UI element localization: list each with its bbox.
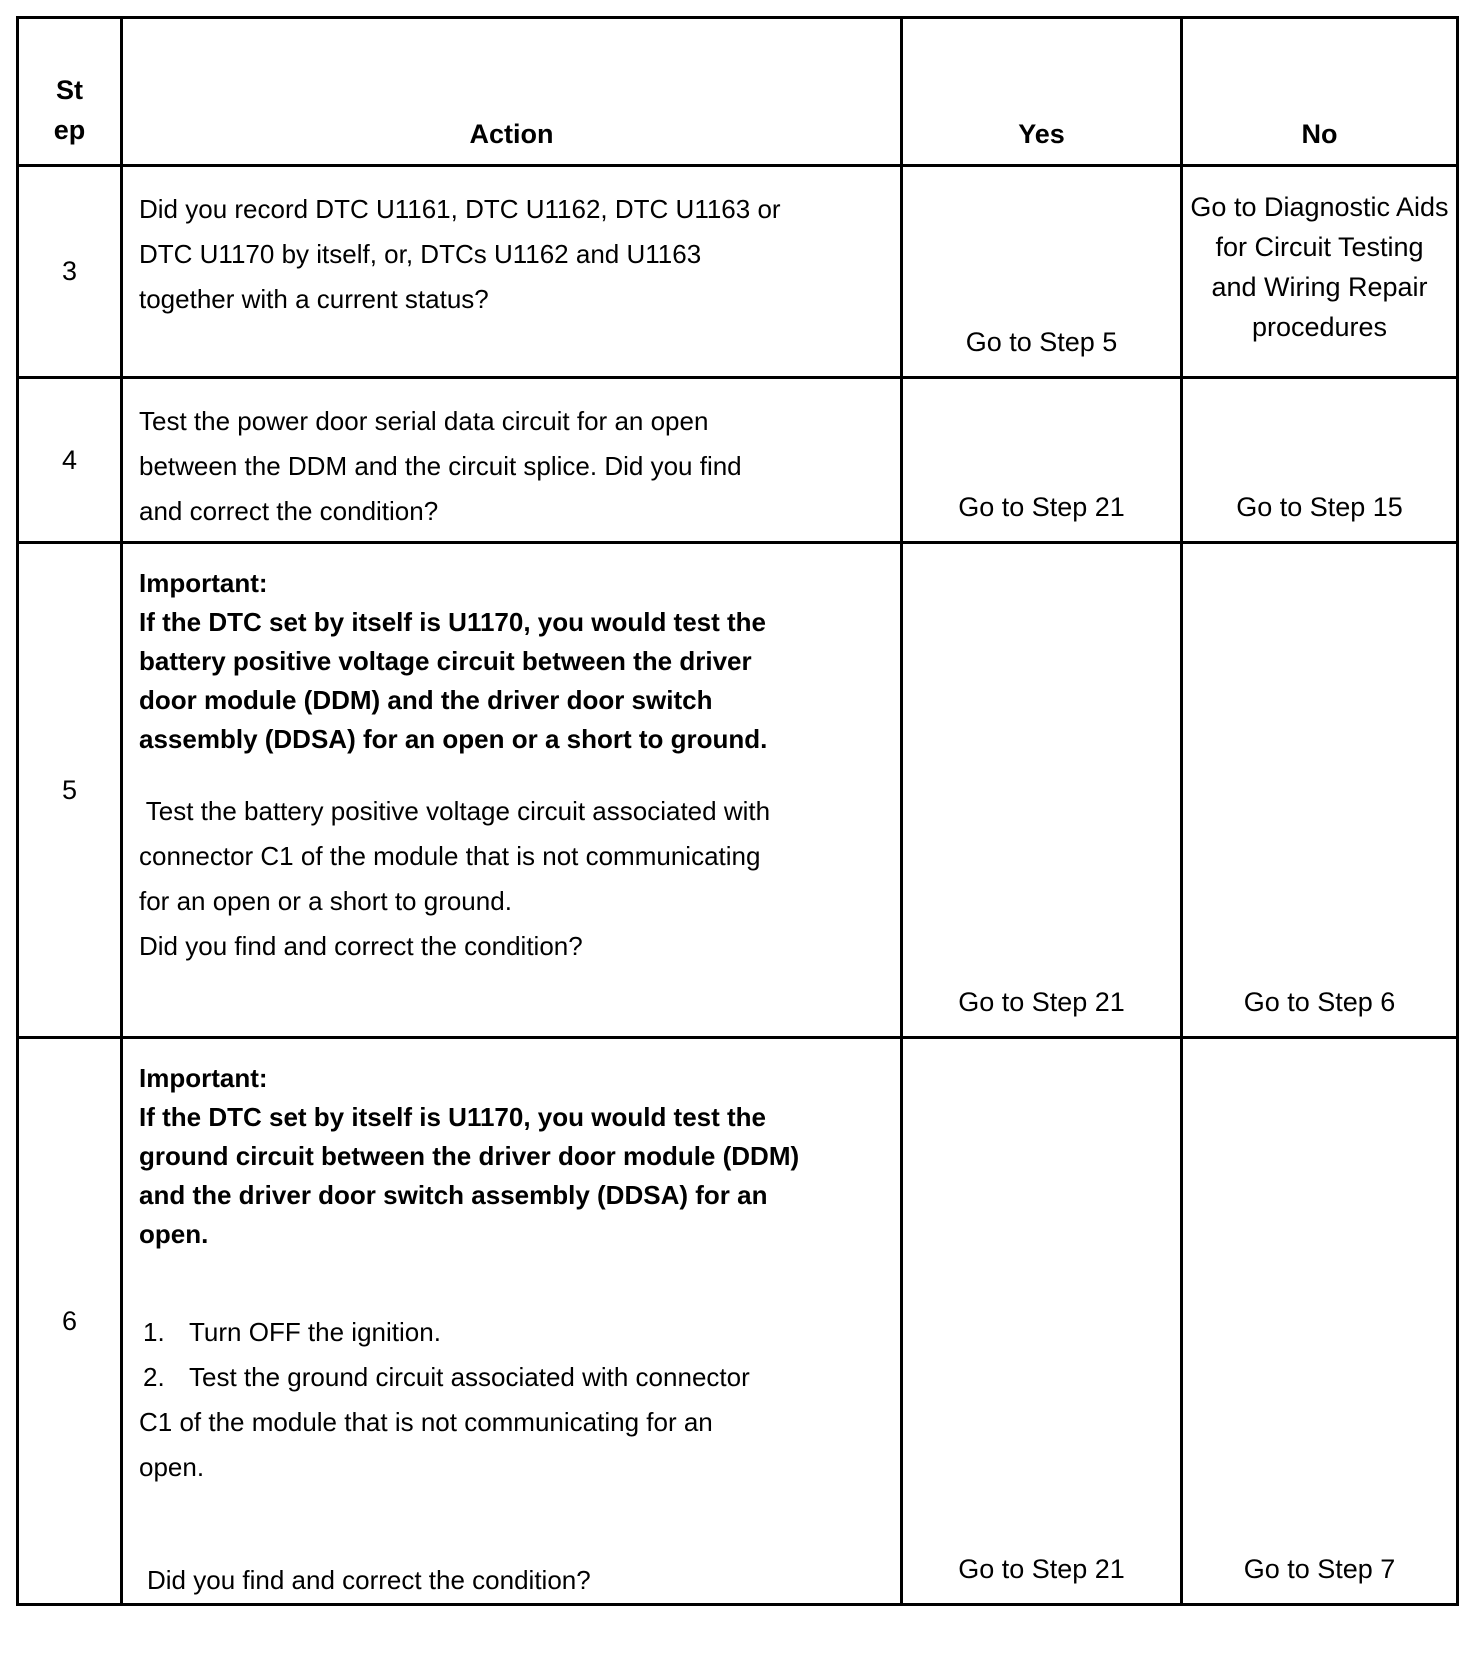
no-cell: Go to Step 6 — [1182, 543, 1458, 1038]
action-line: Test the power door serial data circuit for an open — [139, 406, 709, 436]
header-step — [18, 18, 122, 166]
diagnostic-table — [16, 16, 1459, 1606]
header-yes: Yes — [902, 18, 1182, 166]
yes-cell: Go to Step 21 — [902, 378, 1182, 543]
action-line: Did you find and correct the condition? — [139, 931, 583, 961]
important-line: If the DTC set by itself is U1170, you would test the — [139, 1102, 767, 1132]
numbered-step — [139, 1355, 882, 1400]
action-cell — [122, 166, 902, 378]
important-line: and the driver door switch assembly (DDSA) for an — [139, 1180, 768, 1210]
important-label: Important: — [139, 1063, 268, 1093]
continuation-line: open. — [139, 1452, 205, 1482]
important-label: Important: — [139, 568, 268, 598]
yes-cell: Go to Step 5 — [902, 166, 1182, 378]
no-line: Go to Diagnostic Aids — [1190, 192, 1449, 222]
table-header-row — [18, 18, 1458, 166]
numbered-step — [139, 1310, 882, 1355]
action-cell — [122, 543, 902, 1038]
continuation-line: C1 of the module that is not communicating for an — [139, 1407, 713, 1437]
step-num: 1. — [143, 1317, 165, 1347]
no-line: for Circuit Testing — [1215, 232, 1424, 262]
no-cell — [1182, 166, 1458, 378]
no-cell: Go to Step 7 — [1182, 1038, 1458, 1605]
spacer — [139, 1490, 882, 1558]
action-cell — [122, 378, 902, 543]
table-row-step-6 — [18, 1038, 1458, 1605]
step-number: 6 — [18, 1038, 122, 1605]
header-step-line2: ep — [53, 115, 86, 145]
step-number: 4 — [18, 378, 122, 543]
important-line: door module (DDM) and the driver door switch — [139, 685, 713, 715]
action-line: Test the battery positive voltage circuit associated with — [139, 796, 771, 826]
yes-cell: Go to Step 21 — [902, 543, 1182, 1038]
important-line: If the DTC set by itself is U1170, you would test the — [139, 607, 767, 637]
header-action: Action — [122, 18, 902, 166]
important-line: assembly (DDSA) for an open or a short to ground. — [139, 724, 768, 754]
step-text: Turn OFF the ignition. — [189, 1317, 441, 1347]
spacer — [139, 1254, 882, 1310]
final-question: Did you find and correct the condition? — [147, 1565, 591, 1595]
no-cell: Go to Step 15 — [1182, 378, 1458, 543]
step-num: 2. — [143, 1362, 165, 1392]
table-row-step-3 — [18, 166, 1458, 378]
action-line: Did you record DTC U1161, DTC U1162, DTC U1163 or — [139, 194, 781, 224]
table-row-step-5 — [18, 543, 1458, 1038]
action-line: and correct the condition? — [139, 496, 439, 526]
no-line: and Wiring Repair — [1211, 272, 1428, 302]
step-number: 5 — [18, 543, 122, 1038]
action-cell — [122, 1038, 902, 1605]
important-line: open. — [139, 1219, 209, 1249]
header-no: No — [1182, 18, 1458, 166]
step-number: 3 — [18, 166, 122, 378]
action-line: between the DDM and the circuit splice. Did you find — [139, 451, 742, 481]
action-line: connector C1 of the module that is not communicating — [139, 841, 761, 871]
action-line: for an open or a short to ground. — [139, 886, 512, 916]
important-line: battery positive voltage circuit between the driver — [139, 646, 752, 676]
action-line: together with a current status? — [139, 284, 489, 314]
yes-cell: Go to Step 21 — [902, 1038, 1182, 1605]
header-step-line1: St — [56, 75, 83, 105]
step-text: Test the ground circuit associated with connector — [189, 1362, 750, 1392]
action-line: DTC U1170 by itself, or, DTCs U1162 and U1163 — [139, 239, 702, 269]
no-line: procedures — [1251, 312, 1388, 342]
table-row-step-4 — [18, 378, 1458, 543]
important-line: ground circuit between the driver door module (DDM) — [139, 1141, 800, 1171]
